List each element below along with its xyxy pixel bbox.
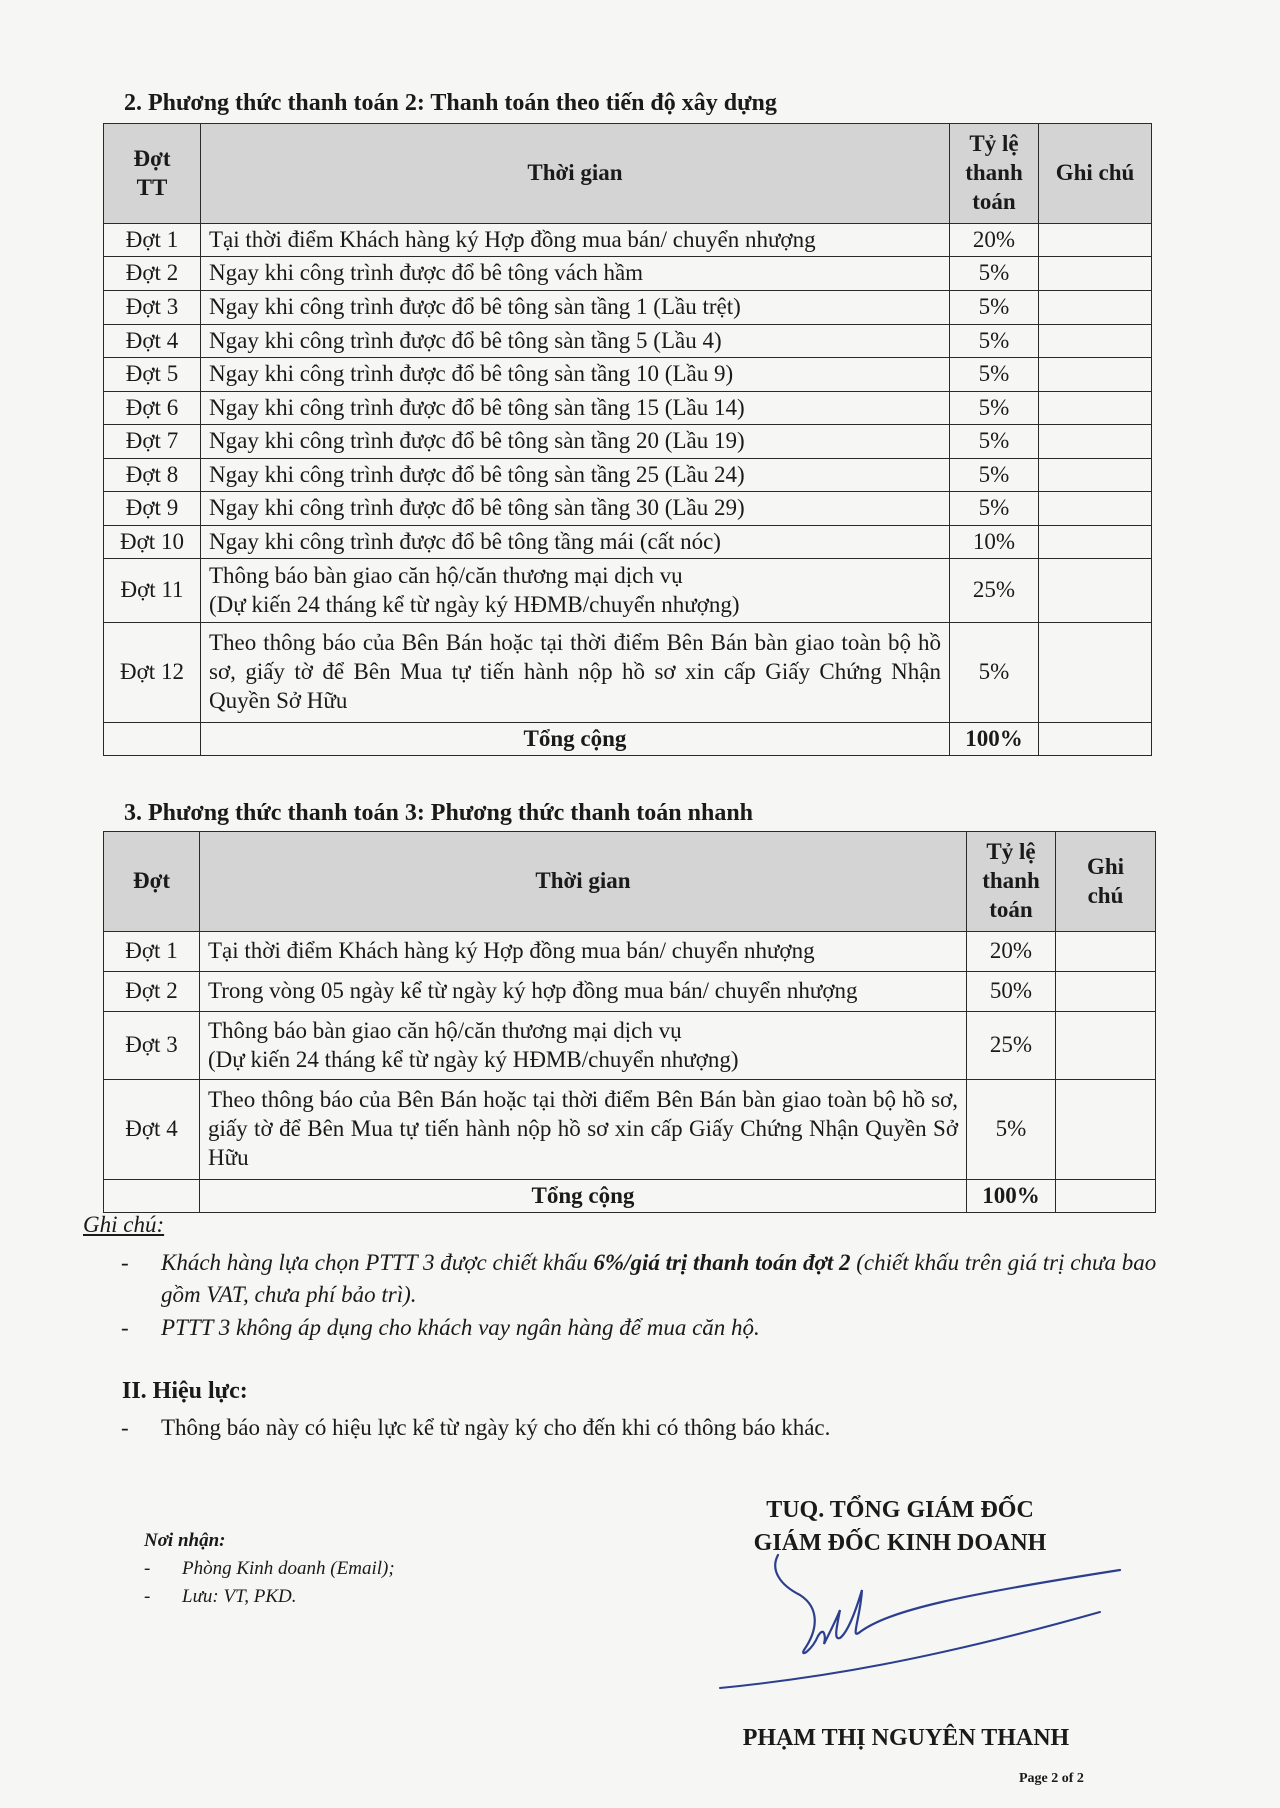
handwritten-signature bbox=[700, 1540, 1140, 1700]
row-time-cell: Tại thời điểm Khách hàng ký Hợp đồng mua bán/ chuyển nhượng bbox=[201, 224, 950, 257]
bullet-dash: - bbox=[121, 1315, 129, 1340]
row-time-cell: Theo thông báo của Bên Bán hoặc tại thời điểm Bên Bán bàn giao toàn bộ hồ sơ, giấy tờ để Bên Mua tự tiến hành nộp hồ sơ xin cấp Giấy Chứng Nhận Quyền Sở Hữu bbox=[200, 1080, 967, 1180]
validity-item bbox=[121, 1412, 1181, 1446]
row-note-cell bbox=[1039, 459, 1152, 492]
table-total-row bbox=[104, 1180, 1156, 1213]
row-note-cell bbox=[1056, 1080, 1156, 1180]
total-label: Tổng cộng bbox=[200, 1180, 967, 1213]
header-dot: Đợt bbox=[104, 832, 200, 932]
row-dot-cell: Đợt 4 bbox=[104, 325, 201, 358]
recipient-item-1 bbox=[144, 1558, 544, 1586]
row-dot-cell: Đợt 8 bbox=[104, 459, 201, 492]
table-total-row bbox=[104, 723, 1152, 756]
row-time-cell: Theo thông báo của Bên Bán hoặc tại thời điểm Bên Bán bàn giao toàn bộ hồ sơ, giấy tờ để Bên Mua tự tiến hành nộp hồ sơ xin cấp Giấy Chứng Nhận Quyền Sở Hữu bbox=[201, 623, 950, 723]
row-dot-cell: Đợt 2 bbox=[104, 972, 200, 1012]
row-time-cell: Thông báo bàn giao căn hộ/căn thương mại dịch vụ (Dự kiến 24 tháng kể từ ngày ký HĐMB/chuyển nhượng) bbox=[201, 559, 950, 623]
row-time-cell: Tại thời điểm Khách hàng ký Hợp đồng mua bán/ chuyển nhượng bbox=[200, 932, 967, 972]
table-row bbox=[104, 1080, 1156, 1180]
table-row bbox=[104, 972, 1156, 1012]
table-row bbox=[104, 526, 1152, 559]
row-note-cell bbox=[1039, 492, 1152, 526]
row-note-cell bbox=[1039, 325, 1152, 358]
row-rate-cell: 20% bbox=[967, 932, 1056, 972]
note-item-1-post: (chiết khấu trên giá trị chưa bao gồm VAT, chưa phí bảo trì). bbox=[161, 1250, 1157, 1307]
total-empty-cell bbox=[104, 1180, 200, 1213]
page-number: Page 2 of 2 bbox=[1019, 1771, 1084, 1786]
header-rate: Tỷ lệ thanh toán bbox=[967, 832, 1056, 932]
table-row bbox=[104, 358, 1152, 392]
table-row bbox=[104, 559, 1152, 623]
note-item-1-bold: 6%/giá trị thanh toán đợt 2 bbox=[593, 1250, 851, 1275]
signer-name: PHẠM THỊ NGUYÊN THANH bbox=[742, 1725, 1070, 1751]
row-rate-cell: 5% bbox=[950, 425, 1039, 459]
row-dot-cell: Đợt 10 bbox=[104, 526, 201, 559]
table-row bbox=[104, 224, 1152, 257]
note-item-1 bbox=[121, 1247, 1181, 1313]
row-rate-cell: 50% bbox=[967, 972, 1056, 1012]
row-dot-cell: Đợt 1 bbox=[104, 932, 200, 972]
row-time-cell: Thông báo bàn giao căn hộ/căn thương mại dịch vụ (Dự kiến 24 tháng kể từ ngày ký HĐMB/chuyển nhượng) bbox=[200, 1012, 967, 1080]
row-dot-cell: Đợt 12 bbox=[104, 623, 201, 723]
row-note-cell bbox=[1039, 425, 1152, 459]
row-rate-cell: 25% bbox=[967, 1012, 1056, 1080]
section-2-title: 2. Phương thức thanh toán 2: Thanh toán theo tiến độ xây dựng bbox=[124, 90, 777, 116]
row-rate-cell: 25% bbox=[950, 559, 1039, 623]
table-row bbox=[104, 932, 1156, 972]
row-note-cell bbox=[1039, 526, 1152, 559]
row-note-cell bbox=[1056, 972, 1156, 1012]
row-time-cell: Ngay khi công trình được đổ bê tông tầng mái (cất nóc) bbox=[201, 526, 950, 559]
total-note-cell bbox=[1039, 723, 1152, 756]
row-time-cell: Ngay khi công trình được đổ bê tông sàn tầng 25 (Lầu 24) bbox=[201, 459, 950, 492]
row-time-cell: Ngay khi công trình được đổ bê tông sàn tầng 10 (Lầu 9) bbox=[201, 358, 950, 392]
recipients-title: Nơi nhận: bbox=[144, 1530, 226, 1551]
header-rate: Tỷ lệ thanh toán bbox=[950, 124, 1039, 224]
row-rate-cell: 20% bbox=[950, 224, 1039, 257]
total-note-cell bbox=[1056, 1180, 1156, 1213]
row-rate-cell: 5% bbox=[950, 459, 1039, 492]
validity-title: II. Hiệu lực: bbox=[122, 1378, 248, 1404]
bullet-dash: - bbox=[144, 1586, 151, 1607]
signature-title-1: TUQ. TỔNG GIÁM ĐỐC bbox=[766, 1497, 1034, 1523]
total-label: Tổng cộng bbox=[201, 723, 950, 756]
row-rate-cell: 5% bbox=[967, 1080, 1056, 1180]
row-rate-cell: 5% bbox=[950, 492, 1039, 526]
row-rate-cell: 5% bbox=[950, 358, 1039, 392]
header-note: Ghi chú bbox=[1039, 124, 1152, 224]
row-note-cell bbox=[1039, 559, 1152, 623]
note-item-1-pre: Khách hàng lựa chọn PTTT 3 được chiết khấu bbox=[161, 1250, 594, 1275]
table-row bbox=[104, 392, 1152, 425]
row-dot-cell: Đợt 7 bbox=[104, 425, 201, 459]
recipient-item-1-text: Phòng Kinh doanh (Email); bbox=[182, 1558, 395, 1579]
row-rate-cell: 5% bbox=[950, 291, 1039, 325]
row-dot-cell: Đợt 9 bbox=[104, 492, 201, 526]
total-rate: 100% bbox=[950, 723, 1039, 756]
note-item-1-text bbox=[161, 1247, 1181, 1311]
payment-table-3 bbox=[103, 831, 1156, 1213]
row-rate-cell: 5% bbox=[950, 325, 1039, 358]
header-time: Thời gian bbox=[201, 124, 950, 224]
row-dot-cell: Đợt 5 bbox=[104, 358, 201, 392]
table-row bbox=[104, 257, 1152, 291]
table-row bbox=[104, 325, 1152, 358]
validity-text: Thông báo này có hiệu lực kể từ ngày ký cho đến khi có thông báo khác. bbox=[161, 1415, 831, 1440]
table-row bbox=[104, 1012, 1156, 1080]
total-rate: 100% bbox=[967, 1180, 1056, 1213]
row-time-cell: Ngay khi công trình được đổ bê tông vách hầm bbox=[201, 257, 950, 291]
row-dot-cell: Đợt 4 bbox=[104, 1080, 200, 1180]
row-dot-cell: Đợt 6 bbox=[104, 392, 201, 425]
section-3-title: 3. Phương thức thanh toán 3: Phương thức thanh toán nhanh bbox=[124, 800, 754, 826]
row-note-cell bbox=[1039, 257, 1152, 291]
row-note-cell bbox=[1039, 623, 1152, 723]
row-time-cell: Trong vòng 05 ngày kể từ ngày ký hợp đồng mua bán/ chuyển nhượng bbox=[200, 972, 967, 1012]
note-item-2 bbox=[121, 1312, 1181, 1346]
signature-title-2: GIÁM ĐỐC KINH DOANH bbox=[753, 1530, 1047, 1556]
table-row bbox=[104, 492, 1152, 526]
row-time-cell: Ngay khi công trình được đổ bê tông sàn tầng 30 (Lầu 29) bbox=[201, 492, 950, 526]
recipient-item-2-text: Lưu: VT, PKD. bbox=[182, 1586, 297, 1607]
row-dot-cell: Đợt 3 bbox=[104, 1012, 200, 1080]
row-note-cell bbox=[1039, 358, 1152, 392]
header-time: Thời gian bbox=[200, 832, 967, 932]
bullet-dash: - bbox=[121, 1250, 129, 1275]
row-note-cell bbox=[1056, 1012, 1156, 1080]
row-dot-cell: Đợt 1 bbox=[104, 224, 201, 257]
row-time-cell: Ngay khi công trình được đổ bê tông sàn tầng 1 (Lầu trệt) bbox=[201, 291, 950, 325]
bullet-dash: - bbox=[121, 1415, 129, 1440]
row-note-cell bbox=[1039, 224, 1152, 257]
row-dot-cell: Đợt 11 bbox=[104, 559, 201, 623]
header-note: Ghi chú bbox=[1056, 832, 1156, 932]
table-row bbox=[104, 623, 1152, 723]
row-time-cell: Ngay khi công trình được đổ bê tông sàn tầng 20 (Lầu 19) bbox=[201, 425, 950, 459]
row-rate-cell: 5% bbox=[950, 623, 1039, 723]
row-rate-cell: 5% bbox=[950, 257, 1039, 291]
row-time-cell: Ngay khi công trình được đổ bê tông sàn tầng 5 (Lầu 4) bbox=[201, 325, 950, 358]
notes-title: Ghi chú: bbox=[83, 1212, 165, 1237]
row-note-cell bbox=[1056, 932, 1156, 972]
header-dot: Đợt TT bbox=[104, 124, 201, 224]
row-rate-cell: 10% bbox=[950, 526, 1039, 559]
table-header-row bbox=[104, 832, 1156, 932]
note-item-2-text: PTTT 3 không áp dụng cho khách vay ngân hàng để mua căn hộ. bbox=[161, 1315, 760, 1340]
row-rate-cell: 5% bbox=[950, 392, 1039, 425]
payment-table-2 bbox=[103, 123, 1152, 756]
recipient-item-2 bbox=[144, 1586, 544, 1614]
row-dot-cell: Đợt 2 bbox=[104, 257, 201, 291]
bullet-dash: - bbox=[144, 1558, 151, 1579]
total-empty-cell bbox=[104, 723, 201, 756]
row-dot-cell: Đợt 3 bbox=[104, 291, 201, 325]
table-row bbox=[104, 459, 1152, 492]
table-header-row bbox=[104, 124, 1152, 224]
row-note-cell bbox=[1039, 392, 1152, 425]
row-note-cell bbox=[1039, 291, 1152, 325]
table-row bbox=[104, 425, 1152, 459]
table-row bbox=[104, 291, 1152, 325]
row-time-cell: Ngay khi công trình được đổ bê tông sàn tầng 15 (Lầu 14) bbox=[201, 392, 950, 425]
